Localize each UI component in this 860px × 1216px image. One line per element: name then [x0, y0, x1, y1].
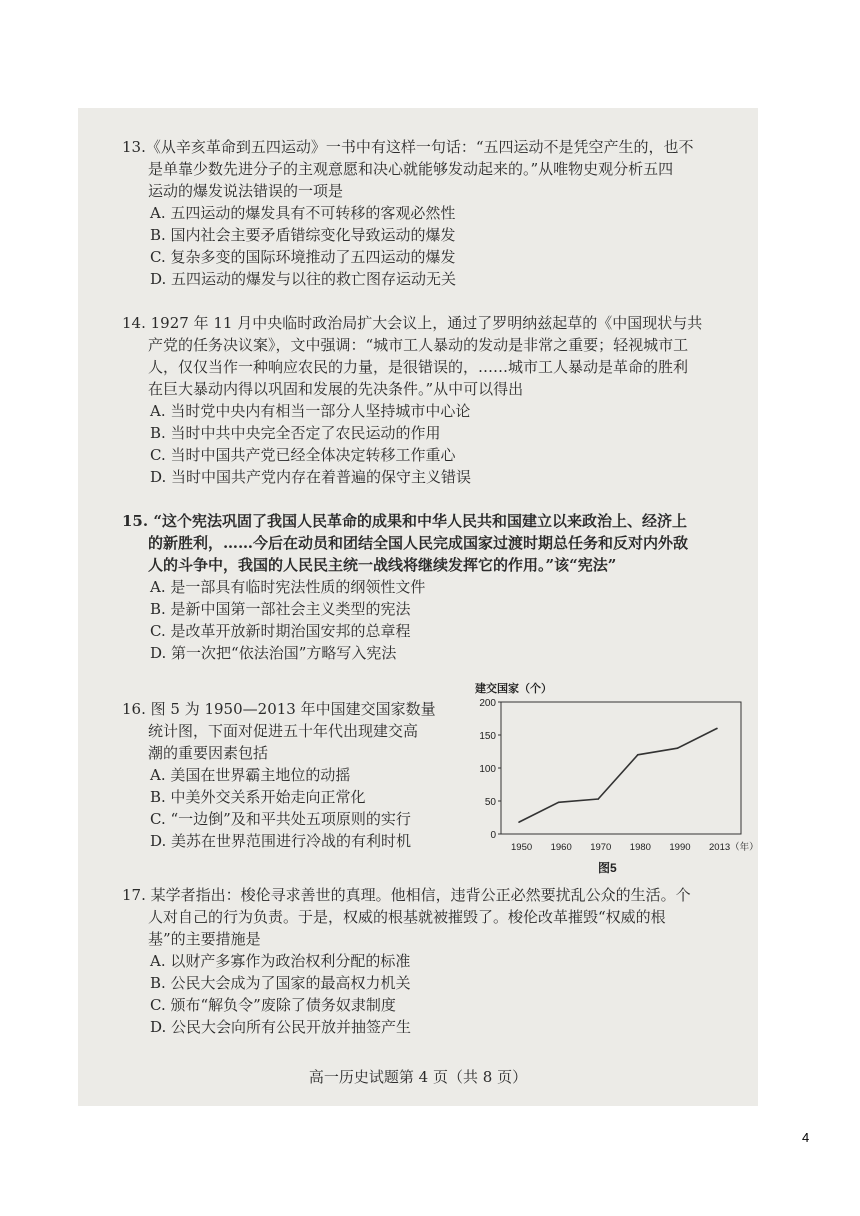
question-16	[122, 698, 436, 852]
question-stem-line: 在巨大暴动内得以巩固和发展的先决条件。”从中可以得出	[148, 380, 524, 398]
question-stem-line: 是单靠少数先进分子的主观意愿和决心就能够发动起来的。”从唯物史观分析五四	[148, 160, 674, 178]
question-stem-line: 16. 图 5 为 1950—2013 年中国建交国家数量	[122, 700, 436, 718]
series-line	[519, 728, 717, 822]
option-a: A. 以财产多寡作为政治权利分配的标准	[150, 952, 411, 970]
data-point	[677, 747, 679, 749]
question-stem-line: 人的斗争中，我国的人民民主统一战线将继续发挥它的作用。”该“宪法”	[148, 556, 617, 574]
question-stem-line: 14. 1927 年 11 月中央临时政治局扩大会议上，通过了罗明纳兹起草的《中国现状与共	[122, 314, 703, 332]
data-point	[597, 798, 599, 800]
option-b: B. 中美外交关系开始走向正常化	[150, 788, 366, 806]
option-c: C. “一边倒”及和平共处五项原则的实行	[150, 810, 411, 828]
question-stem-line: 基”的主要措施是	[148, 930, 261, 948]
x-tick-label: 1950	[511, 842, 533, 853]
data-point	[518, 821, 520, 823]
option-a: A. 五四运动的爆发具有不可转移的客观必然性	[150, 204, 456, 222]
option-b: B. 国内社会主要矛盾错综变化导致运动的爆发	[150, 226, 456, 244]
option-d: D. 美苏在世界范围进行冷战的有利时机	[150, 832, 412, 850]
option-a: A. 美国在世界霸主地位的动摇	[150, 766, 351, 784]
question-15	[122, 510, 688, 664]
y-tick-label: 200	[479, 698, 496, 709]
option-a: A. 当时党中央内有相当一部分人坚持城市中心论	[150, 402, 471, 420]
data-point	[716, 728, 718, 730]
x-tick-label: 1990	[669, 842, 691, 853]
question-stem-line: 的新胜利，……今后在动员和团结全国人民完成国家过渡时期总任务和反对内外敌	[148, 534, 689, 552]
option-d: D. 当时中国共产党内存在着普遍的保守主义错误	[150, 468, 472, 486]
x-tick-label: 2013（年）	[709, 842, 759, 853]
option-c: C. 是改革开放新时期治国安邦的总章程	[150, 622, 411, 640]
question-stem-line: 17. 某学者指出：梭伦寻求善世的真理。他相信，违背公正必然要扰乱公众的生活。个	[122, 886, 691, 904]
question-stem-line: 运动的爆发说法错误的一项是	[148, 182, 344, 200]
chart-title: 建交国家（个）	[475, 683, 552, 695]
y-tick-label: 150	[479, 731, 496, 742]
question-stem-line: 产党的任务决议案》，文中强调：“城市工人暴动的发动是非常之重要；轻视城市工	[148, 336, 689, 354]
question-stem-line: 统计图，下面对促进五十年代出现建交高	[148, 722, 419, 740]
option-d: D. 第一次把“依法治国”方略写入宪法	[150, 644, 397, 662]
question-stem-line: 人，仅仅当作一种响应农民的力量，是很错误的，……城市工人暴动是革命的胜利	[148, 358, 689, 376]
page-number: 4	[802, 1130, 810, 1145]
option-b: B. 当时中共中央完全否定了农民运动的作用	[150, 424, 441, 442]
page-footer: 高一历史试题第 4 页（共 8 页）	[308, 1068, 528, 1086]
option-c: C. 当时中国共产党已经全体决定转移工作重心	[150, 446, 456, 464]
x-tick-label: 1960	[550, 842, 572, 853]
option-c: C. 复杂多变的国际环境推动了五四运动的爆发	[150, 248, 456, 266]
y-tick-label: 50	[484, 797, 496, 808]
option-b: B. 是新中国第一部社会主义类型的宪法	[150, 600, 411, 618]
country-relations-chart	[473, 680, 759, 880]
chart-caption: 图5	[598, 861, 617, 875]
x-tick-label: 1980	[629, 842, 651, 853]
data-point	[637, 754, 639, 756]
question-14	[122, 312, 702, 488]
option-c: C. 颁布“解负令”废除了债务奴隶制度	[150, 996, 396, 1014]
question-13	[122, 136, 694, 290]
question-stem-line: 人对自己的行为负责。于是，权威的根基就被摧毁了。梭伦改革摧毁“权威的根	[148, 908, 666, 926]
exam-page-scan	[78, 108, 758, 1106]
y-tick-label: 100	[479, 764, 496, 775]
data-point	[558, 802, 560, 804]
option-b: B. 公民大会成为了国家的最高权力机关	[150, 974, 411, 992]
question-stem-line: 13.《从辛亥革命到五四运动》一书中有这样一句话：“五四运动不是凭空产生的，也不	[122, 138, 694, 156]
option-d: D. 公民大会向所有公民开放并抽签产生	[150, 1018, 412, 1036]
option-a: A. 是一部具有临时宪法性质的纲领性文件	[150, 578, 426, 596]
question-17	[122, 884, 691, 1038]
option-d: D. 五四运动的爆发与以往的救亡图存运动无关	[150, 270, 457, 288]
plot-frame	[501, 702, 741, 834]
question-stem-line: 潮的重要因素包括	[148, 744, 269, 762]
question-stem-line: 15. “这个宪法巩固了我国人民革命的成果和中华人民共和国建立以来政治上、经济上	[122, 512, 687, 530]
y-tick-label: 0	[490, 830, 496, 841]
x-tick-label: 1970	[590, 842, 612, 853]
